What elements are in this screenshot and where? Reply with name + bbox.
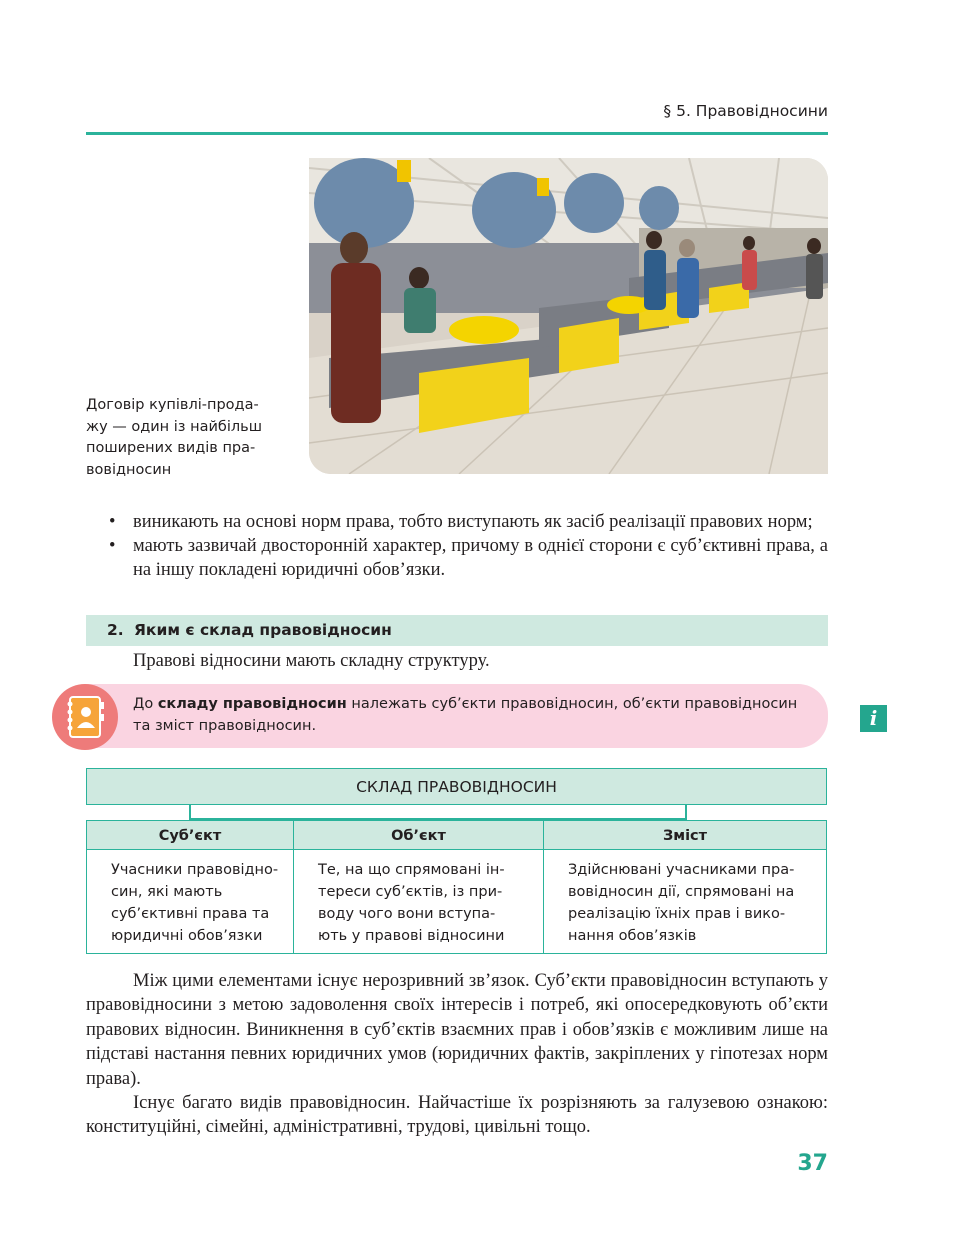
bullet-list	[86, 510, 828, 582]
definition-text	[133, 693, 813, 737]
body-text	[86, 969, 828, 1140]
definition-box	[86, 684, 828, 748]
paragraph: Існує багато видів правовідносин. Найчастіше їх розрізняють за галузевою ознакою: конституційні, сімейні, адміністративні, трудові, цивільні тощо.	[86, 1093, 828, 1138]
column-line: воду чого вони вступа-	[318, 906, 496, 922]
paragraph: Між цими елементами існує нерозривний зв’язок. Суб’єкти правовідносин вступають у правовідносини з метою задоволення своїх інтересів і потреб, які опосередковують об’єкти правових відносин. Виникнення в суб’єктів взаємних прав і обов’язків є можливим лише на підставі настання певних юридичних умов (юридичних фактів, закріплених у гіпотезах норм права).	[86, 971, 828, 1089]
section-title: Яким є склад правовідносин	[134, 621, 392, 639]
column-line: суб’єктивні права та	[111, 906, 270, 922]
column-line: вовідносин дії, спрямовані на	[568, 884, 795, 900]
column-line: син, які мають	[111, 884, 223, 900]
bullet-text: виникають на основі норм права, тобто виступають як засіб реалізації правових норм;	[133, 512, 813, 532]
bullet-text: мають зазвичай двосторонній характер, причому в однієї сторони є суб’єктивні права, а на іншу покладені юридичні обов’язки.	[133, 536, 828, 580]
column-line: Те, на що спрямовані ін-	[318, 862, 505, 878]
column-body	[544, 850, 826, 947]
intro-paragraph: Правові відносини мають складну структуру.	[133, 651, 490, 671]
photo-illustration	[309, 158, 828, 474]
column-line: ють у правові відносини	[318, 928, 505, 944]
caption-line: жу — один із найбільш	[86, 418, 262, 435]
column-heading: Зміст	[544, 821, 826, 850]
caption-line: вовідносин	[86, 461, 172, 478]
caption-line: Договір купівлі-прода-	[86, 397, 259, 413]
bullet-dot: •	[109, 536, 116, 556]
diagram-column-subject	[86, 820, 294, 954]
section-heading	[86, 615, 828, 646]
running-header-title: § 5. Правовідносини	[663, 102, 828, 120]
column-line: нання обов’язків	[568, 928, 697, 944]
diagram-connector	[189, 804, 191, 818]
column-line: Здійснювані учасниками пра-	[568, 862, 795, 878]
definition-prefix: До	[133, 696, 158, 712]
page-number: 37	[797, 1151, 828, 1176]
diagram-column-object	[293, 820, 544, 954]
column-line: тереси суб’єктів, із при-	[318, 884, 503, 900]
info-icon: i	[860, 705, 887, 732]
definition-rest: належать суб’єкти правовідносин, об’єкти правовідносин та зміст правовідносин.	[133, 696, 798, 734]
bullet-item	[86, 534, 828, 582]
diagram-connector	[685, 804, 687, 818]
caption-line: поширених видів пра-	[86, 440, 256, 456]
notebook-person-icon	[52, 684, 118, 750]
running-header	[86, 96, 828, 135]
column-heading: Об’єкт	[294, 821, 543, 850]
column-heading: Суб’єкт	[87, 821, 293, 850]
column-line: реалізацію їхніх прав і вико-	[568, 906, 786, 922]
column-body	[87, 850, 293, 947]
column-line: юридичні обов’язки	[111, 928, 263, 944]
column-line: Учасники правовідно-	[111, 862, 279, 878]
diagram-title: СКЛАД ПРАВОВІДНОСИН	[86, 768, 827, 805]
diagram-column-content	[543, 820, 827, 954]
supermarket-checkout-photo	[309, 158, 828, 474]
column-body	[294, 850, 543, 947]
bullet-dot: •	[109, 512, 116, 532]
section-number: 2.	[107, 621, 124, 639]
photo-caption	[86, 395, 276, 481]
bullet-item	[86, 510, 828, 534]
definition-term: складу правовідносин	[157, 696, 347, 712]
